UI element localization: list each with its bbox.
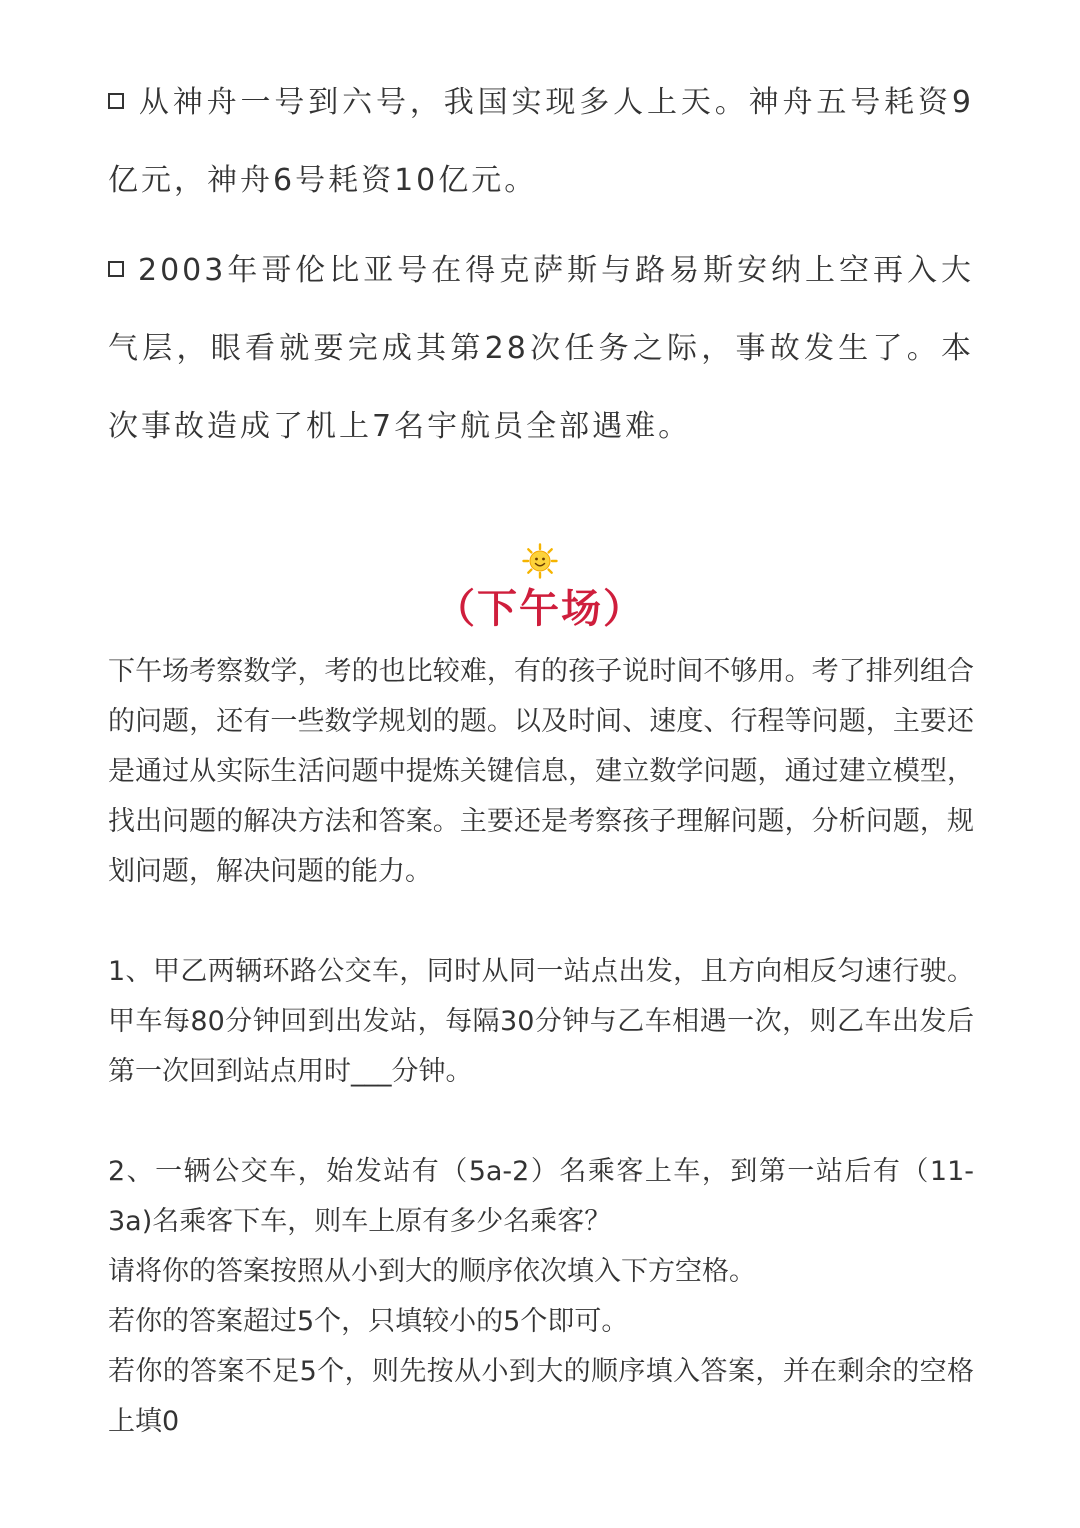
square-bullet-icon <box>108 261 124 277</box>
article-body <box>108 647 974 1447</box>
question-2: 2、一辆公交车，始发站有（5a-2）名乘客上车，到第一站后有（11-3a)名乘客下车，则车上原有多少名乘客？ <box>108 1156 974 1237</box>
bullet-paragraph-columbia <box>108 232 974 466</box>
paragraph-text: 2003年哥伦比亚号在得克萨斯与路易斯安纳上空再入大气层，眼看就要完成其第28次任务之际，事故发生了。本次事故造成了机上7名宇航员全部遇难。 <box>108 253 974 444</box>
spacer <box>108 1097 974 1147</box>
sun-icon <box>522 543 558 579</box>
question-1: 1、甲乙两辆环路公交车，同时从同一站点出发，且方向相反匀速行驶。甲车每80分钟回到出发站，每隔30分钟与乙车相遇一次，则乙车出发后第一次回到站点用时___分钟。 <box>108 956 974 1087</box>
section-header <box>0 543 1080 637</box>
question-2-instruction-1: 请将你的答案按照从小到大的顺序依次填入下方空格。 <box>108 1256 756 1287</box>
article-top <box>108 0 974 466</box>
question-2-instruction-2: 若你的答案超过5个，只填较小的5个即可。 <box>108 1306 629 1337</box>
section-title: （下午场） <box>435 586 645 632</box>
paragraph-text: 从神舟一号到六号，我国实现多人上天。神舟五号耗资9亿元，神舟6号耗资10亿元。 <box>108 85 974 198</box>
question-2-instruction-3: 若你的答案不足5个，则先按从小到大的顺序填入答案，并在剩余的空格上填0 <box>108 1356 974 1437</box>
square-bullet-icon <box>108 93 124 109</box>
bullet-paragraph-shenzhou <box>108 0 974 220</box>
spacer <box>108 897 974 947</box>
intro-paragraph: 下午场考察数学，考的也比较难，有的孩子说时间不够用。考了排列组合的问题，还有一些数学规划的题。以及时间、速度、行程等问题，主要还是通过从实际生活问题中提炼关键信息，建立数学问题，通过建立模型，找出问题的解决方法和答案。主要还是考察孩子理解问题，分析问题，规划问题，解决问题的能力。 <box>108 656 974 887</box>
